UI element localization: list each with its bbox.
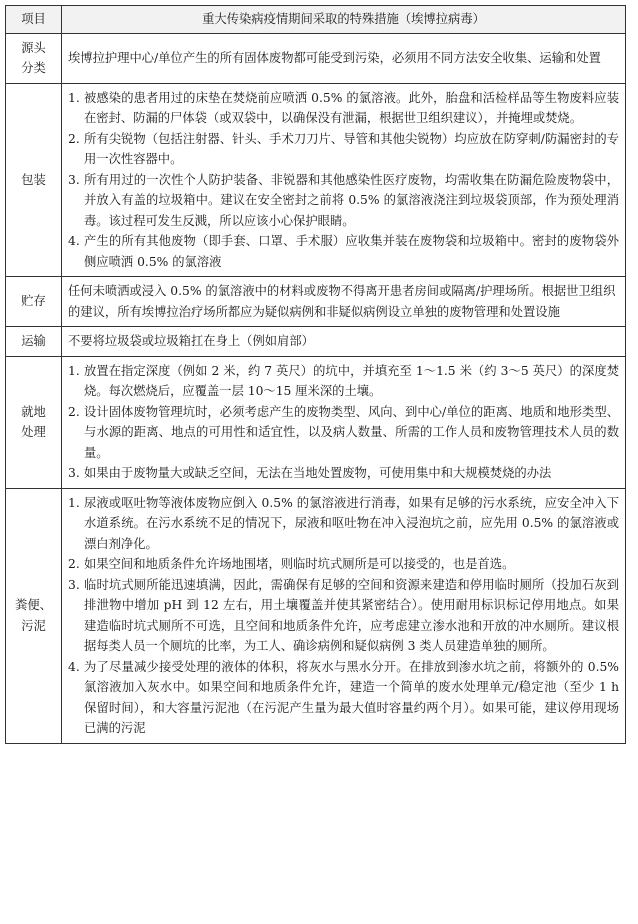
item-number: 1. (68, 363, 80, 378)
item-text: 如果由于废物量大或缺乏空间，无法在当地处置废物，可使用集中和大规模焚烧的办法 (84, 466, 552, 480)
list-item (68, 402, 619, 464)
item-text: 放置在指定深度（例如 2 米，约 7 英尺）的坑中，并填充至 1～1.5 米（约 3～5 英尺）的深度焚烧。每次燃烧后，应覆盖一层 10～15 厘米深的土壤。 (84, 363, 619, 398)
item-text: 尿液或呕吐物等液体废物应倒入 0.5% 的氯溶液进行消毒，如果有足够的污水系统，应安全冲入下水道系统。在污水系统不足的情况下，尿液和呕吐物在冲入浸泡坑之前，应先用 0.5% 的氯溶液或漂白剂净化。 (84, 495, 619, 551)
item-number: 3. (68, 577, 80, 592)
table-header-row (6, 6, 626, 34)
row-content (62, 83, 626, 277)
list-item (68, 493, 619, 555)
item-number: 4. (68, 234, 80, 248)
table-row (6, 33, 626, 83)
item-number: 1. (68, 90, 80, 105)
row-text: 任何未喷洒或浸入 0.5% 的氯溶液中的材料或废物不得离开患者房间或隔离/护理场所。根据世卫组织的建议，所有埃博拉治疗场所都应为疑似病例和非疑似病例设立单独的废物管理和处置设施 (68, 284, 616, 319)
list-item (68, 463, 619, 484)
row-content (62, 277, 626, 327)
item-number: 2. (68, 131, 80, 146)
row-category (6, 488, 62, 743)
list-item (68, 554, 619, 575)
row-text: 不要将垃圾袋或垃圾箱扛在身上（例如肩部） (68, 334, 314, 348)
category-label: 贮存 (21, 294, 46, 309)
table-row (6, 277, 626, 327)
category-label: 粪便、 污泥 (15, 598, 52, 633)
row-content (62, 488, 626, 743)
row-category (6, 356, 62, 488)
table-row (6, 327, 626, 357)
row-category (6, 83, 62, 277)
category-label: 运输 (21, 334, 46, 348)
item-number: 3. (68, 466, 80, 480)
category-label: 包装 (21, 172, 46, 187)
row-content (62, 327, 626, 357)
item-number: 3. (68, 172, 80, 187)
list-item (68, 657, 619, 739)
item-number: 4. (68, 659, 80, 674)
item-number: 2. (68, 404, 80, 419)
list-item (68, 575, 619, 657)
item-text: 临时坑式厕所能迅速填满，因此，需确保有足够的空间和资源来建造和停用临时厕所（投加石灰到排泄物中增加 pH 到 12 左右，用土壤覆盖并使其紧密结合）。使用耐用标识标记停用地点。如果建造临时坑式厕所不可选，且空间和地质条件允许，应考虑建立渗水池和开放的冲水厕所。建议根据每类人员一个厕坑的比率，为工人、确诊病例和疑似病例 3 类人员建造单独的厕所。 (84, 577, 619, 653)
row-category (6, 33, 62, 83)
item-text: 所有用过的一次性个人防护装备、非锐器和其他感染性医疗废物，均需收集在防漏危险废物袋中，并放入有盖的垃圾箱中。建议在安全密封之前将 0.5% 的氯溶液浇注到垃圾袋顶部，作为预处理消毒。该过程可发生反溅，所以应该小心保护眼睛。 (84, 172, 619, 228)
row-category (6, 327, 62, 357)
item-number: 2. (68, 557, 80, 571)
header-item: 项目 (6, 6, 62, 34)
row-content (62, 356, 626, 488)
measures-table (5, 5, 626, 744)
row-text: 埃博拉护理中心/单位产生的所有固体废物都可能受到污染，必须用不同方法安全收集、运输和处置 (68, 50, 601, 65)
item-text: 产生的所有其他废物（即手套、口罩、手术服）应收集并装在废物袋和垃圾箱中。密封的废物袋外侧应喷洒 0.5% 的氯溶液 (84, 234, 619, 269)
header-measures: 重大传染病疫情期间采取的特殊措施（埃博拉病毒） (62, 6, 626, 34)
table-row (6, 356, 626, 488)
item-text: 被感染的患者用过的床垫在焚烧前应喷洒 0.5% 的氯溶液。此外，胎盘和活检样品等生物废料应装在密封、防漏的尸体袋（或双袋中，以确保没有泄漏，根据世卫组织建议），并掩埋或焚烧。 (84, 90, 619, 125)
table-row (6, 83, 626, 277)
item-text: 所有尖锐物（包括注射器、针头、手术刀刀片、导管和其他尖锐物）均应放在防穿刺/防漏密封的专用一次性容器中。 (84, 131, 619, 166)
table-row (6, 488, 626, 743)
item-text: 如果空间和地质条件允许场地围堵，则临时坑式厕所是可以接受的，也是首选。 (84, 557, 515, 571)
item-text: 为了尽量减少接受处理的液体的体积，将灰水与黑水分开。在排放到渗水坑之前，将额外的 0.5% 氯溶液加入灰水中。如果空间和地质条件允许，建造一个简单的废水处理单元/稳定池（至少 1 h 保留时间），和大容量污泥池（在污泥产生量为最大值时容量约两个月）。如果可能，建议停用现场已满的污泥 (84, 659, 619, 735)
row-content (62, 33, 626, 83)
list-item (68, 129, 619, 170)
list-item (68, 170, 619, 232)
category-label: 源头 分类 (21, 40, 46, 75)
row-category (6, 277, 62, 327)
list-item (68, 88, 619, 129)
item-number: 1. (68, 495, 80, 510)
category-label: 就地 处理 (21, 404, 46, 439)
list-item (68, 361, 619, 402)
list-item (68, 231, 619, 272)
item-text: 设计固体废物管理坑时，必须考虑产生的废物类型、风向、到中心/单位的距离、地质和地形类型、与水源的距离、地点的可用性和适宜性，以及病人数量、所需的工作人员和废物管理技术人员的数量。 (84, 404, 619, 460)
